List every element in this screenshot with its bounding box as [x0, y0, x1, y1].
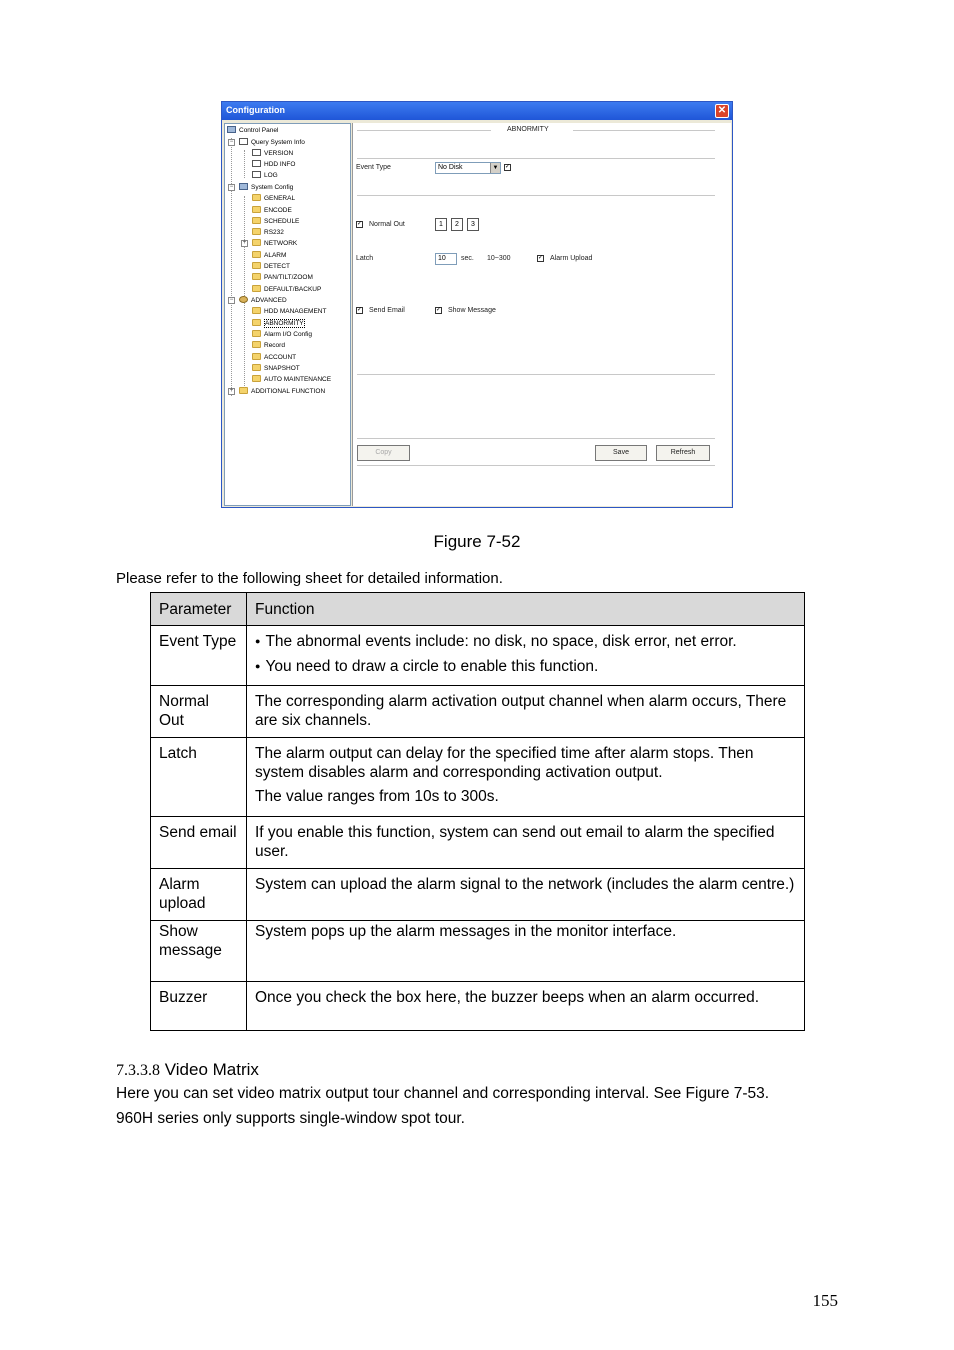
- function-text: The alarm output can delay for the specified time after alarm stops. Then system disables alarm and corresponding activation output.: [255, 745, 754, 781]
- tree-guide-line: [244, 309, 245, 386]
- close-icon[interactable]: ✕: [715, 104, 729, 118]
- abnormity-panel: [352, 123, 731, 506]
- function-cell: If you enable this function, system can send out email to alarm the specified user.: [247, 817, 805, 869]
- tree-item-advanced[interactable]: ADVANCED: [239, 295, 287, 306]
- folder-icon: [252, 194, 261, 201]
- tree-item-hdd-info[interactable]: HDD INFO: [252, 159, 295, 170]
- event-type-select[interactable]: No Disk ▼: [435, 162, 501, 174]
- folder-icon: [252, 330, 261, 337]
- param-cell: Normal Out: [151, 686, 247, 738]
- channel-2-toggle[interactable]: 2: [451, 218, 463, 231]
- tree-item-network[interactable]: NETWORK: [252, 238, 297, 249]
- folder-icon: [252, 273, 261, 280]
- latch-label: Latch: [356, 255, 374, 262]
- intro-text: Please refer to the following sheet for detailed information.: [116, 570, 503, 587]
- folder-icon: [239, 387, 248, 394]
- figure-caption: Figure 7-52: [433, 532, 521, 551]
- tree-item-pan-tilt-zoom[interactable]: PAN/TILT/ZOOM: [252, 272, 313, 283]
- tree-guide-line: [244, 196, 245, 308]
- folder-icon: [252, 239, 261, 246]
- param-cell: Show message: [151, 921, 247, 982]
- tree-item-snapshot[interactable]: SNAPSHOT: [252, 363, 300, 374]
- page-number: 155: [812, 1291, 838, 1310]
- function-cell: System pops up the alarm messages in the monitor interface.: [247, 921, 805, 982]
- function-cell: Once you check the box here, the buzzer beeps when an alarm occurred.: [247, 982, 805, 1031]
- tree-item-detect[interactable]: DETECT: [252, 261, 290, 272]
- param-cell: Latch: [151, 738, 247, 817]
- tree-guide-line: [244, 150, 245, 178]
- function-cell: [247, 626, 805, 686]
- folder-icon: [252, 364, 261, 371]
- tree-item-auto-maintenance[interactable]: AUTO MAINTENANCE: [252, 374, 331, 385]
- function-text: The value ranges from 10s to 300s.: [255, 788, 499, 805]
- tree-item-alarm-io-config[interactable]: Alarm I/O Config: [252, 329, 312, 340]
- tree-item-log[interactable]: LOG: [252, 170, 278, 181]
- normal-out-checkbox[interactable]: ✓: [357, 221, 363, 227]
- tree-item-control-panel[interactable]: Control Panel: [227, 125, 278, 136]
- channel-1-toggle[interactable]: 1: [435, 218, 447, 231]
- tree-item-record[interactable]: Record: [252, 340, 285, 351]
- folder-icon: [252, 285, 261, 292]
- refresh-button[interactable]: Refresh: [656, 445, 710, 461]
- configuration-window: [221, 101, 733, 508]
- show-message-label: Show Message: [448, 307, 496, 314]
- collapse-icon[interactable]: −: [229, 139, 234, 145]
- table-row: [151, 982, 805, 1031]
- table-header-parameter: Parameter: [151, 593, 247, 626]
- chevron-down-icon: ▼: [490, 163, 500, 173]
- table-row: [151, 869, 805, 921]
- config-tree: [224, 123, 351, 506]
- copy-button[interactable]: Copy: [357, 445, 410, 461]
- alarm-upload-label: Alarm Upload: [550, 255, 593, 262]
- tree-item-encode[interactable]: ENCODE: [252, 205, 292, 216]
- tools-icon: [239, 183, 248, 190]
- function-cell: [247, 738, 805, 817]
- document-check-icon: [239, 138, 248, 145]
- bullet-item: ● You need to draw a circle to enable this function.: [255, 657, 796, 676]
- tree-item-additional-function[interactable]: ADDITIONAL FUNCTION: [239, 386, 325, 397]
- event-type-label: Event Type: [356, 164, 391, 171]
- tree-item-general[interactable]: GENERAL: [252, 193, 295, 204]
- show-message-checkbox[interactable]: ✓: [436, 307, 442, 313]
- parameter-table: [150, 592, 805, 1031]
- function-cell: System can upload the alarm signal to the network (includes the alarm centre.): [247, 869, 805, 921]
- computer-icon: [227, 126, 236, 133]
- section-heading: [116, 1060, 259, 1080]
- latch-input[interactable]: 10: [435, 253, 457, 265]
- table-header-row: [151, 593, 805, 626]
- table-header-function: Function: [247, 593, 805, 626]
- folder-icon: [252, 228, 261, 235]
- folder-icon: [252, 319, 261, 326]
- section-divider: [357, 195, 715, 196]
- tree-item-abnormity[interactable]: ABNORMITY: [252, 318, 305, 329]
- section-number: 7.3.3.8: [116, 1062, 160, 1079]
- folder-icon: [252, 375, 261, 382]
- tree-item-default-backup[interactable]: DEFAULT/BACKUP: [252, 284, 321, 295]
- folder-icon: [252, 217, 261, 224]
- document-check-icon: [252, 149, 261, 156]
- folder-icon: [252, 251, 261, 258]
- bullet-item: ● The abnormal events include: no disk, no space, disk error, net error.: [255, 632, 796, 651]
- tree-item-version[interactable]: VERSION: [252, 148, 293, 159]
- param-cell: Send email: [151, 817, 247, 869]
- param-cell: Buzzer: [151, 982, 247, 1031]
- tree-item-alarm[interactable]: ALARM: [252, 250, 286, 261]
- panel-heading: ABNORMITY: [507, 126, 549, 133]
- heading-divider: [573, 130, 715, 131]
- expand-icon[interactable]: +: [242, 240, 247, 246]
- latch-unit: sec.: [461, 255, 474, 262]
- folder-icon: [252, 353, 261, 360]
- save-button[interactable]: Save: [595, 445, 647, 461]
- tree-guide-line: [231, 138, 232, 396]
- section-divider: [357, 374, 715, 375]
- table-row: [151, 921, 805, 982]
- tree-item-rs232[interactable]: RS232: [252, 227, 284, 238]
- param-cell: Alarm upload: [151, 869, 247, 921]
- table-row: [151, 817, 805, 869]
- document-check-icon: [252, 171, 261, 178]
- table-row: [151, 686, 805, 738]
- tree-item-hdd-management[interactable]: HDD MANAGEMENT: [252, 306, 326, 317]
- section-divider: [357, 158, 715, 159]
- window-title: Configuration: [226, 105, 285, 115]
- section-divider: [357, 465, 715, 466]
- send-email-checkbox[interactable]: ✓: [357, 307, 363, 313]
- tree-item-schedule[interactable]: SCHEDULE: [252, 216, 299, 227]
- folder-icon: [252, 262, 261, 269]
- tree-item-query-system-info[interactable]: Query System Info: [239, 137, 305, 148]
- alarm-upload-checkbox[interactable]: ✓: [538, 255, 544, 261]
- event-enable-checkbox[interactable]: ✓: [505, 164, 511, 170]
- folder-icon: [252, 341, 261, 348]
- collapse-icon[interactable]: −: [229, 297, 234, 303]
- normal-out-label: Normal Out: [369, 221, 405, 228]
- collapse-icon[interactable]: −: [229, 184, 234, 190]
- folder-icon: [252, 206, 261, 213]
- tree-item-account[interactable]: ACCOUNT: [252, 352, 296, 363]
- section-title: Video Matrix: [164, 1060, 259, 1079]
- window-titlebar: [222, 102, 732, 120]
- section-paragraph: Here you can set video matrix output tour channel and corresponding interval. See Figure 7-53.: [116, 1085, 770, 1102]
- channel-3-toggle[interactable]: 3: [467, 218, 479, 231]
- table-row: [151, 738, 805, 817]
- latch-range: 10~300: [487, 255, 511, 262]
- document-check-icon: [252, 160, 261, 167]
- function-cell: The corresponding alarm activation output channel when alarm occurs, There are six channels.: [247, 686, 805, 738]
- table-row: [151, 626, 805, 686]
- expand-icon[interactable]: +: [229, 388, 234, 394]
- section-paragraph: 960H series only supports single-window spot tour.: [116, 1110, 465, 1127]
- gear-icon: [239, 296, 248, 303]
- section-divider: [357, 438, 715, 439]
- param-cell: Event Type: [151, 626, 247, 686]
- tree-item-system-config[interactable]: System Config: [239, 182, 293, 193]
- heading-divider: [357, 130, 491, 131]
- send-email-label: Send Email: [369, 307, 405, 314]
- folder-icon: [252, 307, 261, 314]
